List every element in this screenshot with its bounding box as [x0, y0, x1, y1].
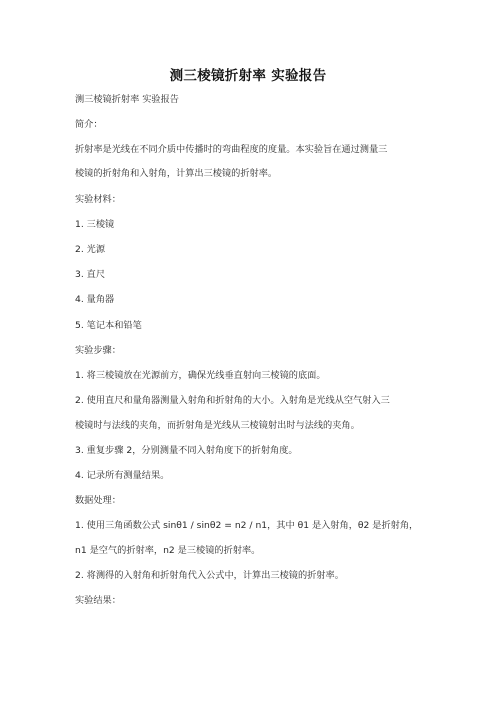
processing-heading: 数据处理：: [75, 495, 121, 506]
materials-item-light-source: 2. 光源: [75, 244, 106, 255]
results-heading: 实验结果：: [75, 595, 121, 606]
processing-item-1-line-1: 1. 使用三角函数公式 sinθ1 / sinθ2 = n2 / n1，其中 θ1 是入射角，θ2 是折射角，: [75, 520, 419, 531]
materials-item-protractor: 4. 量角器: [75, 294, 115, 305]
intro-text-line-1: 折射率是光线在不同介质中传播时的弯曲程度的度量。本实验旨在通过测量三: [75, 144, 388, 155]
steps-item-3: 3. 重复步骤 2，分别测量不同入射角度下的折射角度。: [75, 445, 298, 456]
processing-item-2: 2. 将测得的入射角和折射角代入公式中，计算出三棱镜的折射率。: [75, 570, 344, 581]
steps-item-2-line-1: 2. 使用直尺和量角器测量入射角和折射角的大小。入射角是光线从空气射入三: [75, 395, 390, 406]
intro-heading: 简介：: [75, 119, 103, 130]
intro-text-line-2: 棱镜的折射角和入射角，计算出三棱镜的折射率。: [75, 168, 278, 179]
steps-item-4: 4. 记录所有测量结果。: [75, 470, 170, 481]
materials-item-ruler: 3. 直尺: [75, 269, 106, 280]
steps-item-1: 1. 将三棱镜放在光源前方，确保光线垂直射向三棱镜的底面。: [75, 370, 326, 381]
steps-item-2-line-2: 棱镜时与法线的夹角，而折射角是光线从三棱镜射出时与法线的夹角。: [75, 420, 360, 431]
steps-heading: 实验步骤：: [75, 345, 121, 356]
processing-item-1-line-2: n1 是空气的折射率，n2 是三棱镜的折射率。: [75, 545, 261, 556]
document-title: 测三棱镜折射率 实验报告: [169, 68, 327, 84]
document-subtitle: 测三棱镜折射率 实验报告: [75, 94, 179, 105]
materials-heading: 实验材料：: [75, 194, 121, 205]
materials-item-prism: 1. 三棱镜: [75, 219, 115, 230]
materials-item-notebook: 5. 笔记本和铅笔: [75, 320, 142, 331]
